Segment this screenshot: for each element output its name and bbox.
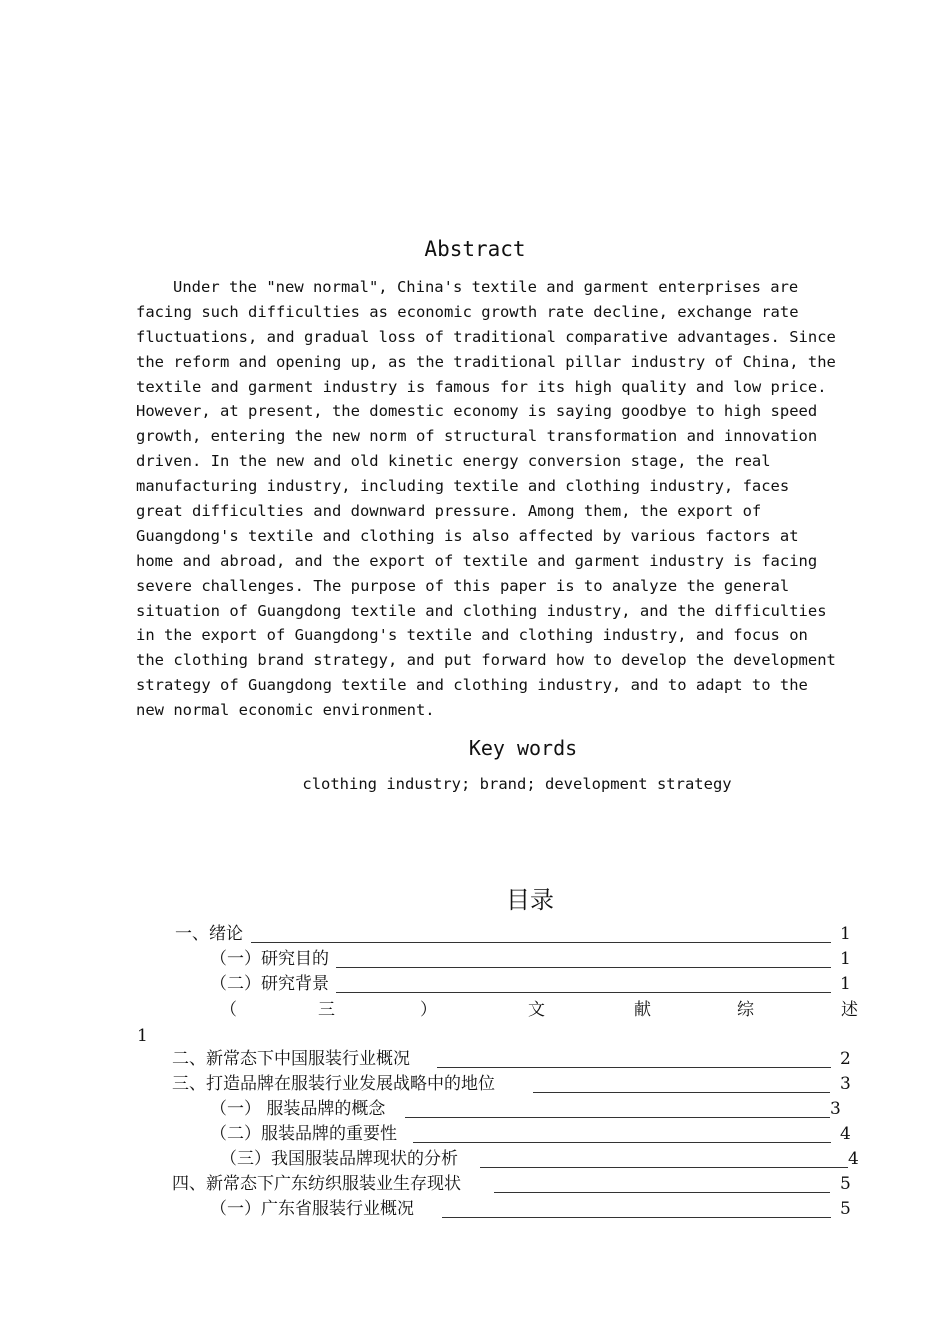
toc-entry-label: 一、绪论 xyxy=(175,924,243,944)
toc-spread-char: 献 xyxy=(634,1000,651,1020)
abstract-line: home and abroad, and the export of textile and garment industry is facing xyxy=(136,551,818,570)
toc-spread-char: 三 xyxy=(318,1000,335,1020)
toc-title: 目录 xyxy=(506,886,554,914)
toc-entry-label: 四、新常态下广东纺织服装业生存现状 xyxy=(172,1174,461,1194)
toc-entry[interactable] xyxy=(210,1122,855,1146)
toc-spread-char: ） xyxy=(420,1000,437,1020)
toc-leader xyxy=(437,1047,831,1068)
toc-entry-page: 3 xyxy=(840,1074,851,1094)
abstract-title: Abstract xyxy=(424,237,526,261)
abstract-line: textile and garment industry is famous for its high quality and low price. xyxy=(136,377,827,396)
toc-entry-page: 1 xyxy=(137,1026,148,1046)
toc-leader xyxy=(442,1197,831,1218)
abstract-line: However, at present, the domestic economy is saying goodbye to high speed xyxy=(136,402,818,421)
toc-spread-char: （ xyxy=(220,1000,237,1020)
toc-leader xyxy=(336,947,831,968)
toc-leader xyxy=(405,1097,830,1118)
toc-entry-label: （一）研究目的 xyxy=(210,949,329,969)
abstract-line: severe challenges. The purpose of this paper is to analyze the general xyxy=(136,576,790,595)
abstract-line: the clothing brand strategy, and put forward how to develop the development xyxy=(136,651,836,670)
toc-entry-page: 4 xyxy=(840,1124,851,1144)
abstract-line: great difficulties and downward pressure. Among them, the export of xyxy=(136,502,762,521)
abstract-line: growth, entering the new norm of structural transformation and innovation xyxy=(136,427,818,446)
toc-entry[interactable] xyxy=(172,1172,855,1196)
toc-leader xyxy=(494,1172,830,1193)
toc-entry-label: （二）服装品牌的重要性 xyxy=(210,1124,397,1144)
toc-entry-page: 1 xyxy=(840,974,851,994)
toc-leader xyxy=(251,922,831,943)
abstract-line: manufacturing industry, including textile and clothing industry, faces xyxy=(136,477,790,496)
toc-entry[interactable] xyxy=(210,1097,855,1121)
abstract-line: fluctuations, and gradual loss of traditional comparative advantages. Since xyxy=(136,327,836,346)
toc-spread-char: 述 xyxy=(841,1000,858,1020)
toc-entry[interactable] xyxy=(210,1197,855,1221)
abstract-line: situation of Guangdong textile and clothing industry, and the difficulties xyxy=(136,601,827,620)
toc-entry-label: 三、打造品牌在服装行业发展战略中的地位 xyxy=(172,1074,495,1094)
toc-entry-page: 3 xyxy=(830,1099,841,1119)
toc-entry[interactable] xyxy=(220,1147,860,1171)
toc-entry-label: （二）研究背景 xyxy=(210,974,329,994)
toc-leader xyxy=(533,1072,830,1093)
toc-entry[interactable] xyxy=(172,1072,855,1096)
toc-entry[interactable] xyxy=(210,947,855,971)
abstract-line: driven. In the new and old kinetic energy conversion stage, the real xyxy=(136,452,771,471)
toc-entry-label: （三）我国服装品牌现状的分析 xyxy=(220,1149,458,1169)
toc-entry-label: （一） 服装品牌的概念 xyxy=(210,1099,386,1119)
toc-entry-label: 二、新常态下中国服装行业概况 xyxy=(172,1049,410,1069)
toc-entry[interactable] xyxy=(172,1047,855,1071)
toc-entry-page: 2 xyxy=(840,1049,851,1069)
abstract-body xyxy=(136,275,858,723)
abstract-line: Under the "new normal", China's textile and garment enterprises are xyxy=(173,278,799,296)
toc-spread-char: 文 xyxy=(528,1000,545,1020)
abstract-line: the reform and opening up, as the traditional pillar industry of China, the xyxy=(136,352,836,371)
abstract-line: new normal economic environment. xyxy=(136,701,435,720)
toc-entry[interactable] xyxy=(210,972,855,996)
abstract-line: Guangdong's textile and clothing is also affected by various factors at xyxy=(136,526,799,545)
toc-entry[interactable] xyxy=(175,922,855,946)
keywords-title: Key words xyxy=(468,736,578,760)
abstract-line: strategy of Guangdong textile and clothing industry, and to adapt to the xyxy=(136,676,808,695)
abstract-line: facing such difficulties as economic growth rate decline, exchange rate xyxy=(136,302,799,321)
toc-leader xyxy=(336,972,831,993)
toc-entry-page: 1 xyxy=(840,924,851,944)
toc-entry-page: 5 xyxy=(840,1174,851,1194)
keywords-text: clothing industry; brand; development strategy xyxy=(302,775,732,793)
toc-leader xyxy=(413,1122,831,1143)
toc-leader xyxy=(480,1147,848,1168)
toc-spread-char: 综 xyxy=(737,1000,754,1020)
abstract-line: in the export of Guangdong's textile and clothing industry, and focus on xyxy=(136,626,808,645)
toc-entry-page: 1 xyxy=(840,949,851,969)
toc-entry-spread[interactable] xyxy=(220,998,860,1022)
toc-entry-page: 5 xyxy=(840,1199,851,1219)
toc-entry-page: 4 xyxy=(848,1149,859,1169)
toc-entry-label: （一）广东省服装行业概况 xyxy=(210,1199,414,1219)
